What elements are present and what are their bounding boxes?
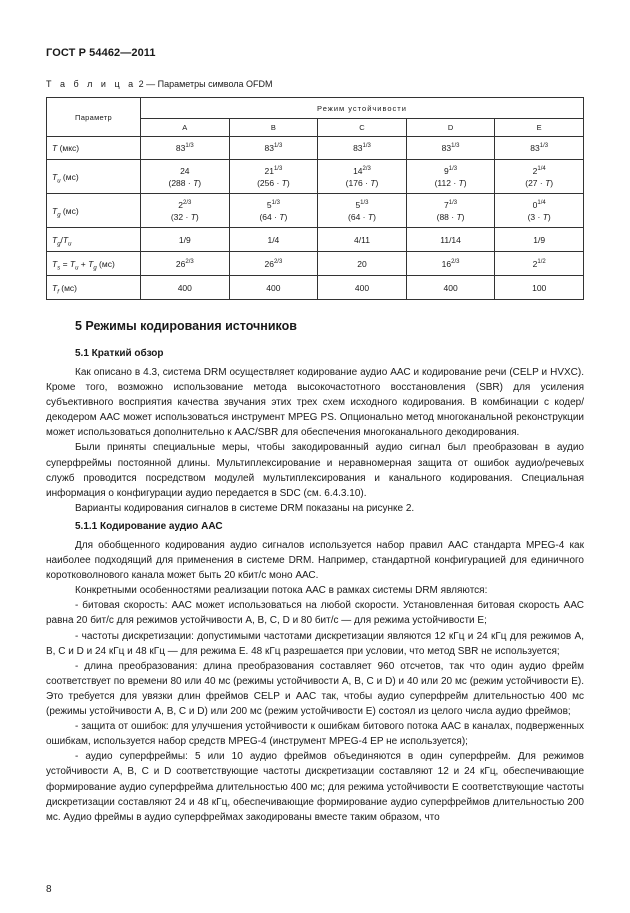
table-cell: 20 bbox=[318, 252, 407, 276]
paragraph: Для обобщенного кодирования аудио сигналов используется набор правил ААС стандарта MPEG-4 как наиболее подходящий для применения в системе DRM. Например, стандартной конфигурацией для единичного коротковолнового канала может быть 20 кбит/с моно ААС. bbox=[46, 540, 584, 582]
table-cell: 11/14 bbox=[406, 228, 495, 252]
table-cell: 4/11 bbox=[318, 228, 407, 252]
paragraph: - длина преобразования: длина преобразования составляет 960 отсчетов, так что один аудио фрейм соответствует по времени 80 или 40 мс (режимы устойчивости A, B, C и D) и 40 или 20 мс (режим устойчивости E). Это требуется для увязки длин фреймов CELP и ААС так, чтобы аудио суперфрейм длительностью 400 мс (режимы устойчивости A, B, C и D) или 200 мс (режим устойчивости E) состоял из целого числа аудио фреймов; bbox=[46, 660, 584, 718]
paragraph: - аудио суперфреймы: 5 или 10 аудио фреймов объединяются в один суперфрейм. Для режимов устойчивости A, B, C и D соответствующие частоты дискретизации составляют 12 и 24 кГц, обеспечивающие формирование аудио суперфрейма длительностью 400 мс; для режима устойчивости E соответствующие частоты дискретизации составляют 24 и 48 кГц, обеспечивающие формирование аудио суперфреймов длительностью 200 мс. Аудио фреймы в аудио суперфреймах закодированы вместе таким образом, что bbox=[46, 751, 584, 823]
mode-d-header: D bbox=[406, 119, 495, 137]
paragraph: Конкретными особенностями реализации потока ААС в рамках системы DRM являются: bbox=[75, 585, 488, 597]
row-label: $T_u$ (мс) bbox=[47, 160, 141, 194]
table-cell: $83^{1/3}$ bbox=[141, 137, 230, 160]
paragraph: Как описано в 4.3, система DRM осуществляет кодирование аудио ААС и кодирование речи (CELP и HVXC). Кроме того, возможно использование метода высокочастотного восстановления (SBR) для усиления субъективного восприятия качества звучания этих трех схем исходного кодирования. В комбинации с кодер/декодером ААС может использоваться инструмент MPEG PS. Опционально метод многоканальной реконструкции может использоваться дополнительно к AAC/SBR для обеспечения многоканального декодирования. bbox=[46, 367, 584, 439]
table-cell: 100 bbox=[495, 276, 584, 300]
table-cell: $5^{1/3}$ (64 · T) bbox=[318, 194, 407, 228]
table-cell: 1/4 bbox=[229, 228, 318, 252]
section-5-1-1-body bbox=[46, 538, 584, 825]
param-column-header: Параметр bbox=[47, 98, 141, 137]
table-cell: 24 (288 · T) bbox=[141, 160, 230, 194]
table-cell: $9^{1/3}$ (112 · T) bbox=[406, 160, 495, 194]
table-cell: $0^{1/4}$ (3 · T) bbox=[495, 194, 584, 228]
mode-a-header: A bbox=[141, 119, 230, 137]
document-header: ГОСТ Р 54462—2011 bbox=[46, 47, 156, 59]
table-cell: 400 bbox=[141, 276, 230, 300]
table-cell: $21^{1/3}$ (256 · T) bbox=[229, 160, 318, 194]
paragraph: Были приняты специальные меры, чтобы закодированный аудио сигнал был преобразован в аудио суперфреймы постоянной длины. Мультиплексирование и неравномерная защита от ошибок аудио/речевых служб проводится посредством модулей мультиплексирования и канального кодирования. Специальная информация о конфигурации аудио передается в SDC (см. 6.4.3.10). bbox=[46, 442, 584, 499]
table-cell: 400 bbox=[318, 276, 407, 300]
paragraph: - частоты дискретизации: допустимыми частотами дискретизации являются 12 кГц и 24 кГц для режимов A, B, C и D и 24 кГц и 48 кГц — для режима E. 48 кГц разрешается при условии, что метод SBR не используется; bbox=[46, 630, 584, 657]
table-cell: $2^{1/4}$ (27 · T) bbox=[495, 160, 584, 194]
section-5-heading: 5 Режимы кодирования источников bbox=[75, 319, 297, 333]
paragraph: - битовая скорость: ААС может использоваться на любой скорости. Установленная битовая скорость ААС равна 20 бит/с для режимов устойчивости A, B, C, D и 80 бит/с — для режима устойчивости E; bbox=[46, 600, 584, 627]
modes-header: Режим устойчивости bbox=[141, 98, 584, 119]
table-cell: $26^{2/3}$ bbox=[229, 252, 318, 276]
table-cell: $83^{1/3}$ bbox=[229, 137, 318, 160]
paragraph: Варианты кодирования сигналов в системе DRM показаны на рисунке 2. bbox=[75, 502, 415, 514]
table-cell: $14^{2/3}$ (176 · T) bbox=[318, 160, 407, 194]
mode-b-header: B bbox=[229, 119, 318, 137]
table-row bbox=[47, 252, 584, 276]
table-cell: $7^{1/3}$ (88 · T) bbox=[406, 194, 495, 228]
table-cell: 400 bbox=[406, 276, 495, 300]
table-caption bbox=[46, 79, 273, 89]
table-caption-word: Т а б л и ц а bbox=[46, 79, 137, 89]
section-5-1-body bbox=[46, 365, 584, 516]
table-row bbox=[47, 194, 584, 228]
table-caption-text: 2 — Параметры символа OFDM bbox=[136, 79, 273, 89]
row-label: $T_g/T_u$ bbox=[47, 228, 141, 252]
table-cell: $83^{1/3}$ bbox=[318, 137, 407, 160]
table-row bbox=[47, 228, 584, 252]
table-cell: $83^{1/3}$ bbox=[406, 137, 495, 160]
table-row bbox=[47, 160, 584, 194]
table-row bbox=[47, 137, 584, 160]
mode-c-header: C bbox=[318, 119, 407, 137]
row-label: $T_s = T_u + T_g$ (мс) bbox=[47, 252, 141, 276]
row-label: $T_g$ (мс) bbox=[47, 194, 141, 228]
table-cell: $2^{2/3}$ (32 · T) bbox=[141, 194, 230, 228]
table-row bbox=[47, 276, 584, 300]
section-5-1-1-heading: 5.1.1 Кодирование аудио ААС bbox=[75, 521, 223, 532]
ofdm-parameters-table bbox=[46, 97, 584, 300]
table-cell: 1/9 bbox=[495, 228, 584, 252]
section-5-1-heading: 5.1 Краткий обзор bbox=[75, 348, 164, 359]
table-cell: 1/9 bbox=[141, 228, 230, 252]
mode-e-header: E bbox=[495, 119, 584, 137]
page-number: 8 bbox=[46, 884, 52, 895]
table-cell: $26^{2/3}$ bbox=[141, 252, 230, 276]
row-label: T (мкс) bbox=[47, 137, 141, 160]
table-cell: $83^{1/3}$ bbox=[495, 137, 584, 160]
paragraph: - защита от ошибок: для улучшения устойчивости к ошибкам битового потока ААС в каналах, подверженных ошибкам, используется набор средств MPEG-4 (инструмент MPEG-4 EP не используется); bbox=[46, 721, 584, 748]
table-cell: $16^{2/3}$ bbox=[406, 252, 495, 276]
table-cell: $2^{1/2}$ bbox=[495, 252, 584, 276]
table-cell: 400 bbox=[229, 276, 318, 300]
row-label: $T_f$ (мс) bbox=[47, 276, 141, 300]
table-cell: $5^{1/3}$ (64 · T) bbox=[229, 194, 318, 228]
